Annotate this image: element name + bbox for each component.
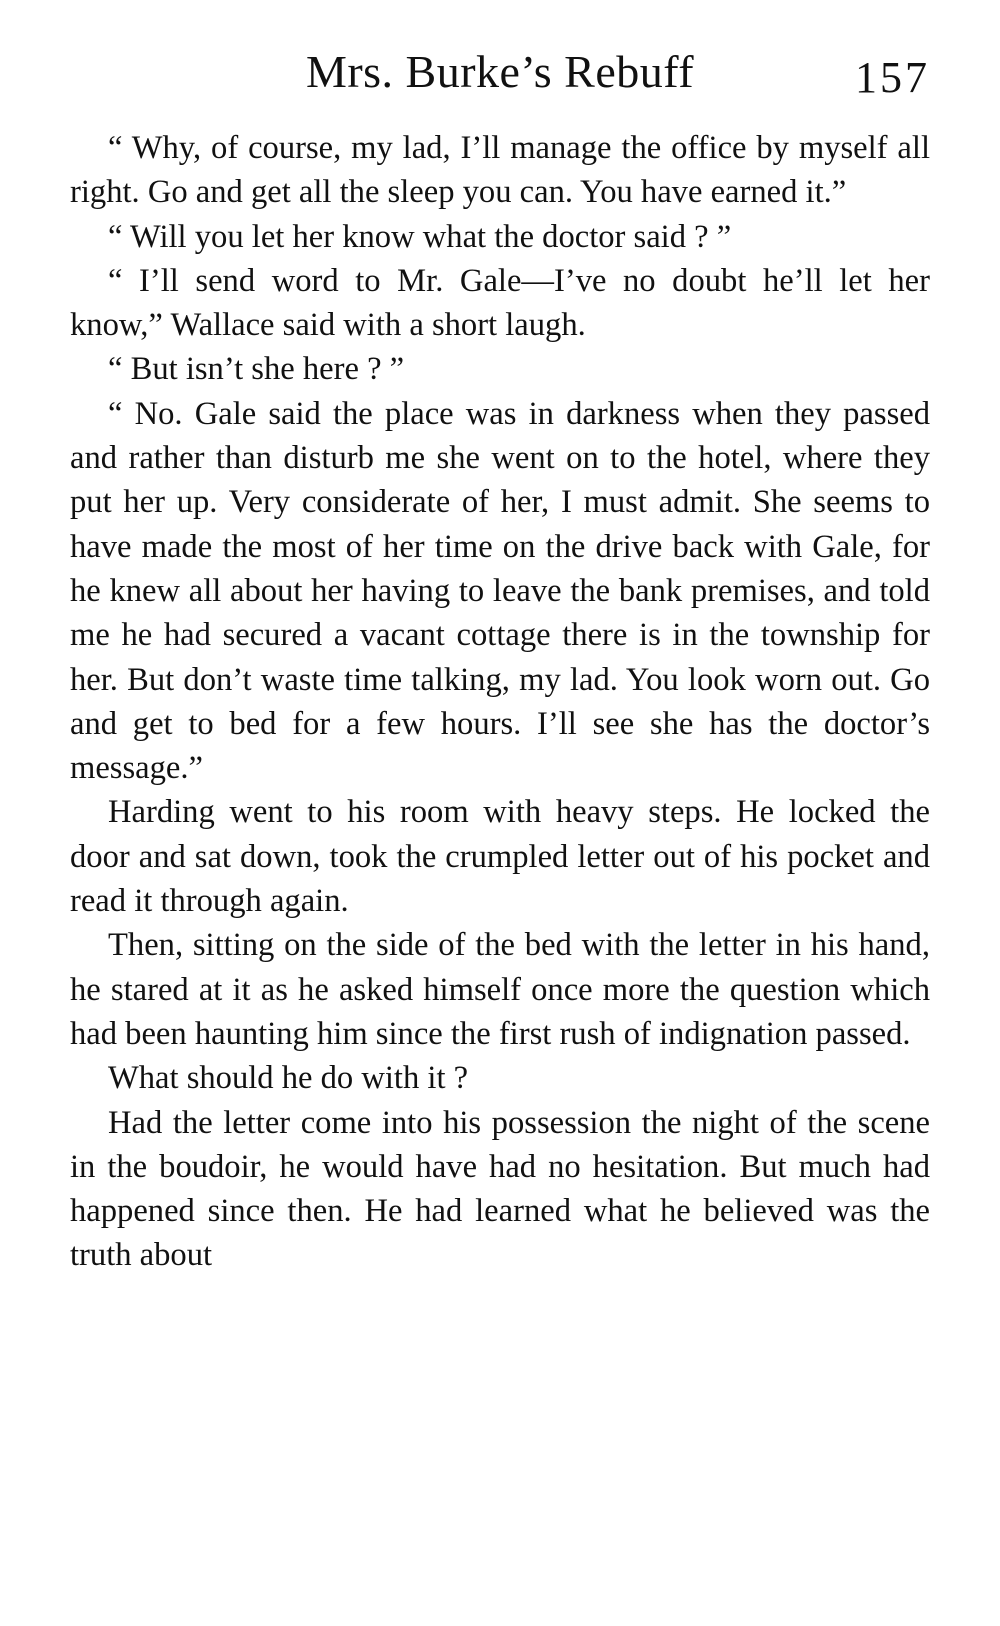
running-title: Mrs. Burke’s Rebuff — [305, 46, 695, 97]
paragraph: What should he do with it ? — [108, 1060, 469, 1097]
paragraph: Then, sitting on the side of the bed with the letter in his hand, he stared at it as he asked himself once more the question which had been haunting him since the first rush of indignation passed. — [70, 927, 930, 1052]
page-number: 157 — [855, 53, 930, 102]
paragraph: “ Why, of course, my lad, I’ll manage the office by myself all right. Go and get all the sleep you can. You have earned it.” — [70, 130, 930, 211]
paragraph: “ No. Gale said the place was in darkness when they passed and rather than disturb me she went on to the hotel, where they put her up. Very considerate of her, I must admit. She seems to have made the most of her time on the drive back with Gale, for he knew all about her having to leave the bank premises, and told me he had secured a vacant cottage there is in the township for her. But don’t waste time talking, my lad. You look worn out. Go and get to bed for a few hours. I’ll see she has the doctor’s message.” — [70, 395, 930, 787]
paragraph: “ Will you let her know what the doctor said ? ” — [108, 218, 732, 255]
paragraph: “ But isn’t she here ? ” — [108, 351, 405, 388]
paragraph: Harding went to his room with heavy steps. He locked the door and sat down, took the crumpled letter out of his pocket and read it through again. — [70, 794, 930, 920]
paragraph: Had the letter come into his possession the night of the scene in the boudoir, he would have had no hesitation. But much had happened since then. He had learned what he believed was the truth about — [70, 1104, 930, 1274]
paragraph: “ I’ll send word to Mr. Gale—I’ve no doubt he’ll let her know,” Wallace said with a short laugh. — [70, 262, 930, 344]
running-head — [70, 42, 930, 112]
body-text — [70, 126, 930, 1278]
